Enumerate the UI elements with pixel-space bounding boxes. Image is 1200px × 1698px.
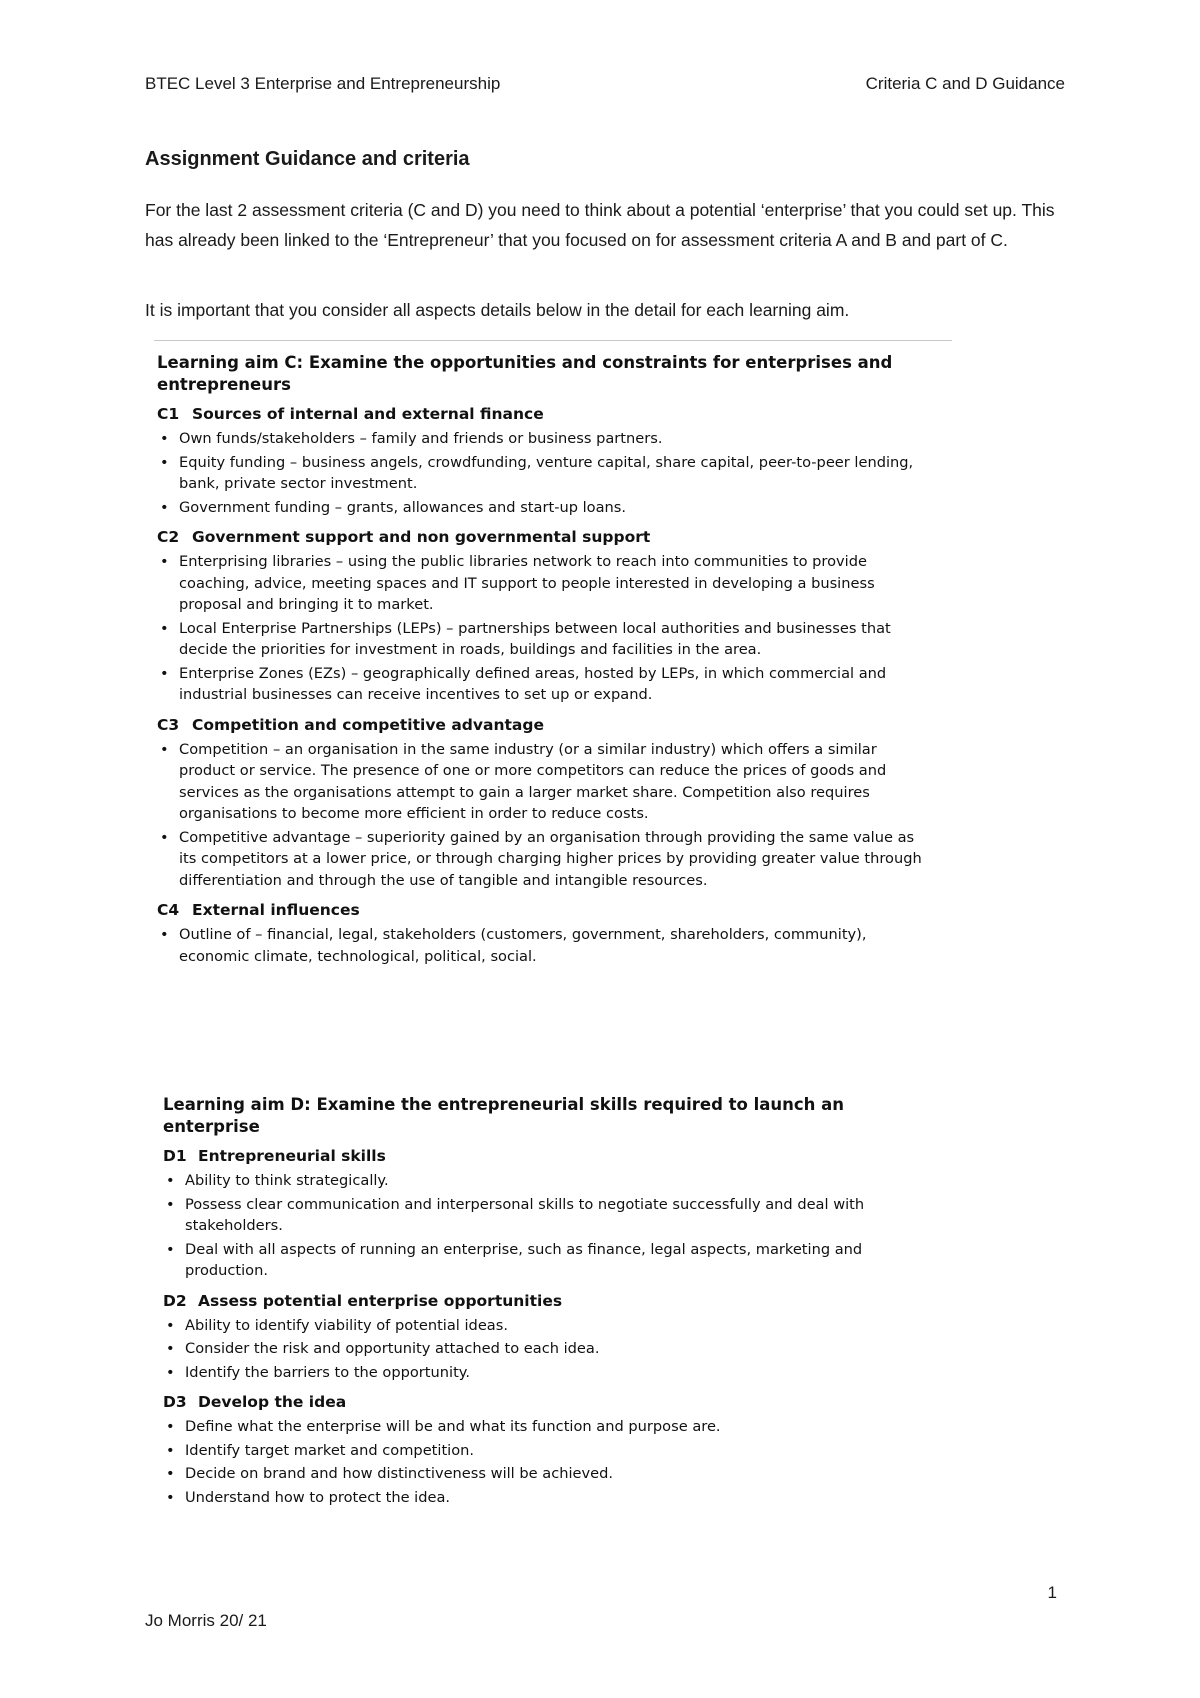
- section-title: Develop the idea: [198, 1393, 347, 1411]
- page-number: 1: [1047, 1583, 1057, 1602]
- section-code: C1: [157, 405, 180, 423]
- section-heading: [157, 528, 927, 546]
- criteria-section-d3: [163, 1393, 923, 1508]
- bullet-icon: •: [160, 740, 169, 758]
- list-item: • Enterprise Zones (EZs) – geographically defined areas, hosted by LEPs, in which commercial and industrial businesses can receive incentives to set up or expand.: [160, 664, 887, 703]
- bullet-list: [157, 428, 927, 518]
- criteria-section-c4: [157, 901, 927, 967]
- bullet-icon: •: [160, 453, 169, 471]
- bullet-list: [157, 924, 927, 967]
- criteria-section-d2: [163, 1292, 923, 1384]
- bullet-list: [157, 739, 927, 892]
- bullet-icon: •: [166, 1340, 175, 1357]
- bullet-icon: •: [166, 1418, 175, 1435]
- section-code: C4: [157, 901, 180, 919]
- list-item: • Local Enterprise Partnerships (LEPs) – partnerships between local authorities and businesses that decide the priorities for investment in roads, buildings and facilities in the area.: [160, 619, 891, 658]
- header-course-title: BTEC Level 3 Enterprise and Entrepreneurship: [145, 74, 501, 93]
- list-item: • Consider the risk and opportunity attached to each idea.: [163, 1338, 923, 1360]
- bullet-icon: •: [166, 1441, 175, 1459]
- header-document-subtitle: Criteria C and D Guidance: [865, 74, 1065, 93]
- section-code: D3: [163, 1393, 187, 1411]
- list-item: • Outline of – financial, legal, stakeholders (customers, government, shareholders, community), economic climate, technological, political, social.: [160, 926, 867, 965]
- section-code: D1: [163, 1147, 187, 1165]
- section-title: Sources of internal and external finance: [192, 405, 544, 423]
- bullet-icon: •: [160, 498, 169, 516]
- intro-paragraph-2: It is important that you consider all aspects details below in the detail for each learning aim.: [145, 300, 850, 320]
- section-heading: [163, 1147, 923, 1165]
- list-item: • Competition – an organisation in the same industry (or a similar industry) which offers a similar product or service. The presence of one or more competitors can reduce the prices of goods and services as the organisations attempt to gain a larger market share. Competition also requires organisations to become more efficient in order to reduce costs.: [160, 740, 887, 822]
- list-item: • Identify target market and competition.: [163, 1440, 923, 1462]
- bullet-icon: •: [160, 664, 169, 682]
- list-item: • Enterprising libraries – using the public libraries network to reach into communities to provide coaching, advice, meeting spaces and IT support to people interested in developing a business proposal and bringing it to market.: [160, 553, 875, 613]
- list-item: • Identify the barriers to the opportunity.: [163, 1362, 923, 1384]
- criteria-section-c2: [157, 528, 927, 706]
- list-item: • Possess clear communication and interpersonal skills to negotiate successfully and deal with stakeholders.: [166, 1195, 865, 1234]
- list-item: • Understand how to protect the idea.: [163, 1487, 923, 1509]
- bullet-icon: •: [166, 1465, 175, 1482]
- learning-aim-d: [163, 1094, 923, 1518]
- section-heading: [157, 405, 927, 423]
- learning-aim-c: [157, 352, 927, 977]
- list-item: • Ability to think strategically.: [163, 1170, 923, 1192]
- intro-paragraph: For the last 2 assessment criteria (C and D) you need to think about a potential ‘enterprise’ that you could set up. This has already been linked to the ‘Entrepreneur’ that you focused on for assessment criteria A and B and part of C.: [145, 200, 1055, 250]
- bullet-list: [157, 551, 927, 706]
- list-item: • Deal with all aspects of running an enterprise, such as finance, legal aspects, marketing and production.: [166, 1240, 863, 1279]
- section-title: Assess potential enterprise opportunities: [198, 1291, 563, 1310]
- learning-aim-d-title: Learning aim D: Examine the entrepreneurial skills required to launch an enterprise: [163, 1095, 845, 1136]
- list-item: • Own funds/stakeholders – family and friends or business partners.: [157, 428, 927, 450]
- criteria-section-c1: [157, 405, 927, 518]
- document-title: Assignment Guidance and criteria: [145, 148, 470, 170]
- bullet-icon: •: [160, 828, 169, 846]
- criteria-section-d1: [163, 1147, 923, 1282]
- list-item: • Define what the enterprise will be and what its function and purpose are.: [163, 1416, 923, 1438]
- page-footer: Jo Morris 20/ 21: [145, 1611, 267, 1630]
- section-heading: [163, 1292, 923, 1310]
- section-title: Government support and non governmental support: [192, 528, 651, 546]
- bullet-icon: •: [166, 1488, 175, 1506]
- bullet-list: [163, 1170, 923, 1282]
- learning-aim-c-title: Learning aim C: Examine the opportunities and constraints for enterprises and entrepreneurs: [157, 353, 893, 394]
- bullet-icon: •: [166, 1240, 175, 1258]
- section-code: D2: [163, 1291, 187, 1310]
- bullet-icon: •: [166, 1363, 175, 1381]
- bullet-icon: •: [166, 1316, 175, 1334]
- section-code: C2: [157, 528, 180, 546]
- section-heading: [157, 901, 927, 919]
- bullet-icon: •: [160, 926, 169, 943]
- section-title: Competition and competitive advantage: [192, 715, 544, 734]
- list-item: • Ability to identify viability of potential ideas.: [163, 1315, 923, 1337]
- bullet-icon: •: [166, 1172, 175, 1189]
- bullet-list: [163, 1416, 923, 1508]
- list-item: • Equity funding – business angels, crowdfunding, venture capital, share capital, peer-to-peer lending, bank, private sector investment.: [160, 453, 914, 492]
- list-item: • Competitive advantage – superiority gained by an organisation through providing the same value as its competitors at a lower price, or through charging higher prices by providing greater value through differentiation and through the use of tangible and intangible resources.: [160, 828, 922, 889]
- bullet-icon: •: [160, 553, 169, 570]
- criteria-section-c3: [157, 716, 927, 892]
- bullet-icon: •: [166, 1195, 175, 1213]
- bullet-icon: •: [160, 619, 169, 637]
- bullet-icon: •: [160, 430, 169, 447]
- bullet-list: [163, 1315, 923, 1384]
- list-item: • Decide on brand and how distinctiveness will be achieved.: [163, 1463, 923, 1485]
- section-heading: [163, 1393, 923, 1411]
- section-heading: [157, 716, 927, 734]
- page-header: [145, 74, 1065, 98]
- section-code: C3: [157, 715, 180, 734]
- section-title: Entrepreneurial skills: [198, 1147, 386, 1165]
- list-item: • Government funding – grants, allowances and start-up loans.: [157, 497, 927, 519]
- section-title: External influences: [192, 901, 360, 919]
- divider-line: [154, 340, 952, 341]
